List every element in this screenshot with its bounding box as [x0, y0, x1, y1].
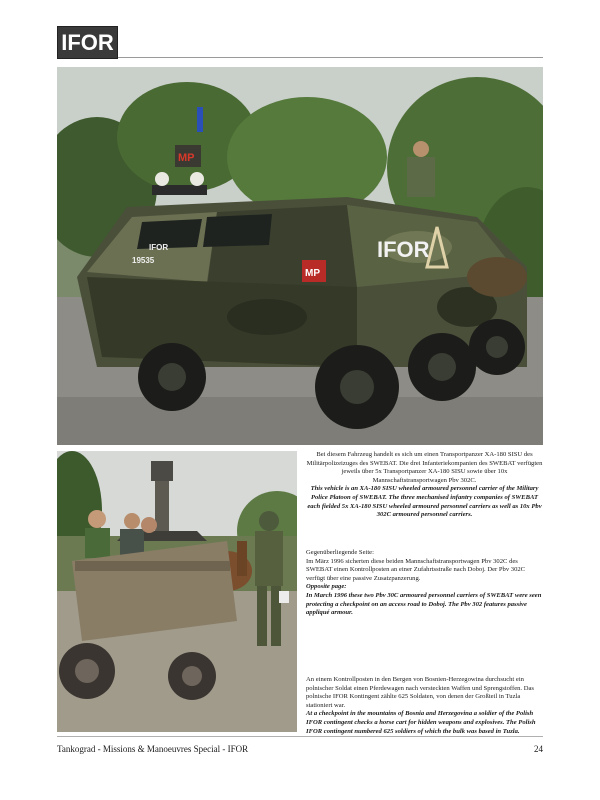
ifor-front-marking: IFOR [149, 243, 169, 252]
sisu-xa180-photo [57, 67, 543, 445]
checkpoint-horse-cart-photo [57, 451, 297, 732]
opposite-caption-german: Im März 1996 sicherten diese beiden Mannschaftstransportwagen Pbv 302C des SWEBAT einen Kontrollposten an einer Zufahrtsstraße nach Doboj. Der Pbv 302C verfügt über eine passive Zusatzpanzerung. [306, 557, 526, 582]
ifor-side-marking: IFOR [377, 237, 430, 262]
vehicle-registration: 19535 [132, 256, 155, 265]
main-photo-caption [306, 451, 543, 520]
opposite-caption-english: In March 1996 these two Pbv 30C armoured personnel carriers of SWEBAT were seen protecting a checkpoint on an access road to Doboj. The Pbv 302 features passive appliqué armour. [306, 591, 542, 617]
checkpoint-caption-german: An einem Kontrollposten in den Bergen von Bosnien-Herzegowina durchsucht ein polnischer Soldat einen Pferdewagen nach versteckten Waffen und Sprengstoffen. Das polnische IFOR Kontingent zählte 625 Soldaten, von denen der Großteil in Tuzla stationiert war. [306, 676, 534, 709]
opposite-heading-english: Opposite page: [306, 583, 347, 591]
header-rule [118, 57, 543, 58]
checkpoint-photo-caption [306, 676, 543, 736]
main-caption-english: This vehicle is an XA-180 SISU wheeled armoured personnel carrier of the Military Police Platoon of SWEBAT. The three mechanised infantry companies of SWEBAT each fielded 5x XA-180 SISU wheeled armoured personnel carriers as well as 10x Pbv 302C armoured personnel carriers. [307, 485, 542, 519]
footer-rule [57, 736, 543, 737]
opposite-heading-german: Gegenüberliegende Seite: [306, 549, 374, 556]
opposite-page-caption [306, 549, 543, 618]
main-caption-german: Bei diesem Fahrzeug handelt es sich um einen Transportpanzer XA-180 SISU des Militärpolizeizuges des SWEBAT. Die drei Infanteriekompanien des SWEBAT verfügten jeweils über 5x Transportpanzer XA-180 SISU sowie über 10x Mannschaftstransportwagen Pbv 302C. [306, 451, 543, 484]
ifor-logo-text: IFOR [61, 29, 114, 55]
mp-plate-marking: MP [305, 268, 320, 279]
publication-title: Tankograd - Missions & Manoeuvres Special - IFOR [57, 744, 249, 754]
ifor-logo-badge [57, 26, 118, 59]
page-number: 24 [534, 744, 543, 754]
checkpoint-caption-english: At a checkpoint in the mountains of Bosnia and Herzegovina a soldier of the Polish IFOR contingent checks a horse cart for hidden weapons and explosives. The Polish IFOR contingent numbered 625 soldiers of which the bulk was based in Tuzla. [306, 710, 536, 735]
mp-top-sign: MP [178, 152, 195, 164]
